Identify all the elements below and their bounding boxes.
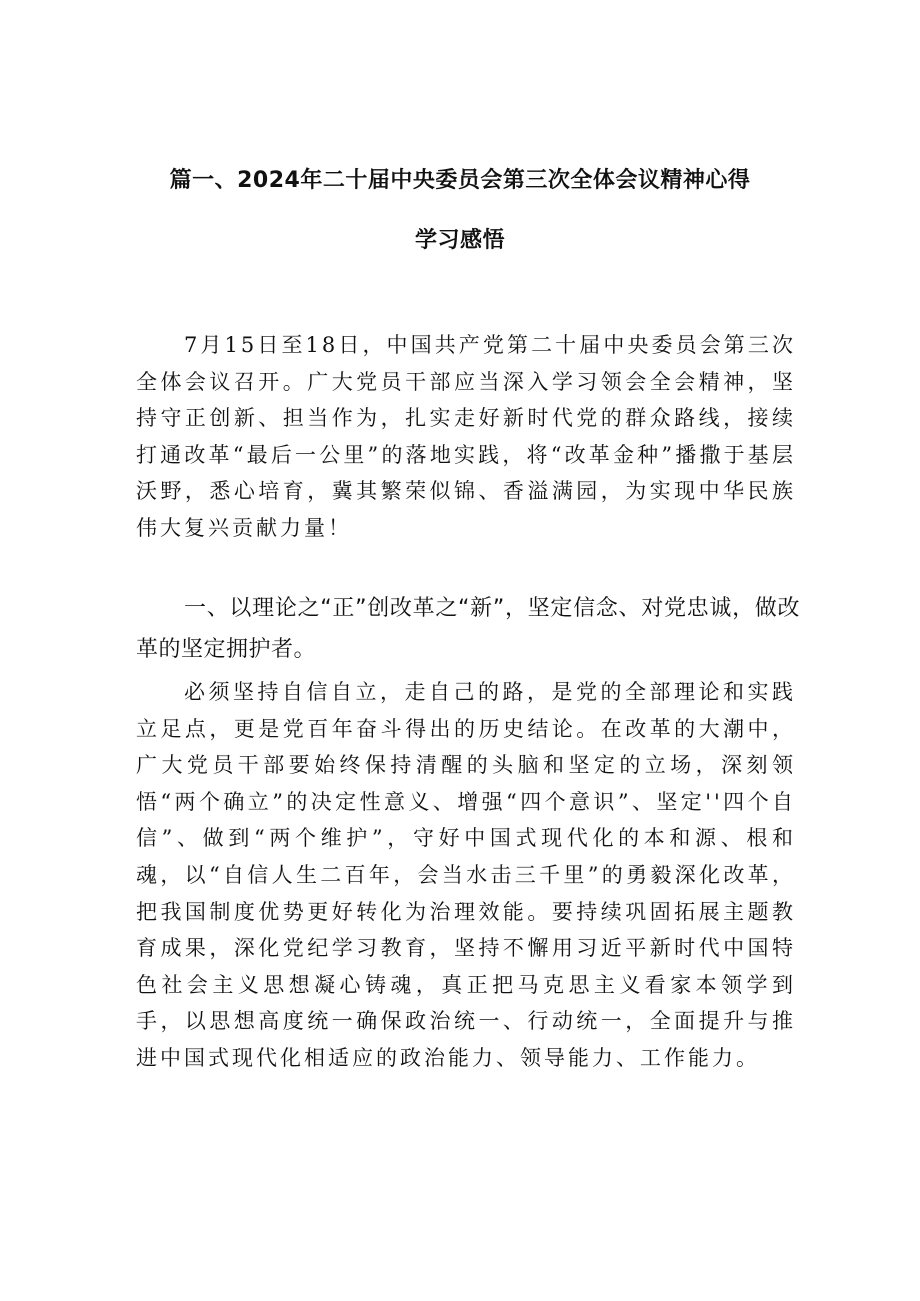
document-title-line-1: 篇一、2024年二十届中央委员会第三次全体会议精神心得: [169, 168, 751, 193]
section-heading-1: 一、以理论之“正”创改革之“新”，坚定信念、对党忠诚，做改革的坚定拥护者。: [136, 596, 800, 662]
intro-paragraph: 7月15日至18日，中国共产党第二十届中央委员会第三次全体会议召开。广大党员干部应当深入学习领会全会精神，坚持守正创新、担当作为，扎实走好新时代党的群众路线，接续打通改革“最后一公里”的落地实践，将“改革金种”播撒于基层沃野，悉心培育，冀其繁荣似锦、香溢满园，为实现中华民族伟大复兴贡献力量！: [136, 333, 796, 540]
section-1-paragraph: 必须坚持自信自立，走自己的路，是党的全部理论和实践立足点，更是党百年奋斗得出的历史结论。在改革的大潮中，广大党员干部要始终保持清醒的头脑和坚定的立场，深刻领悟“两个确立”的决定性意义、增强“四个意识”、坚定''四个自信”、做到“两个维护”，守好中国式现代化的本和源、根和魂，以“自信人生二百年，会当水击三千里”的勇毅深化改革，把我国制度优势更好转化为治理效能。要持续巩固拓展主题教育成果，深化党纪学习教育，坚持不懈用习近平新时代中国特色社会主义思想凝心铸魂，真正把马克思主义看家本领学到手，以思想高度统一确保政治统一、行动统一，全面提升与推进中国式现代化相适应的政治能力、领导能力、工作能力。: [136, 680, 796, 1070]
document-title-line-2: 学习感悟: [414, 228, 505, 253]
